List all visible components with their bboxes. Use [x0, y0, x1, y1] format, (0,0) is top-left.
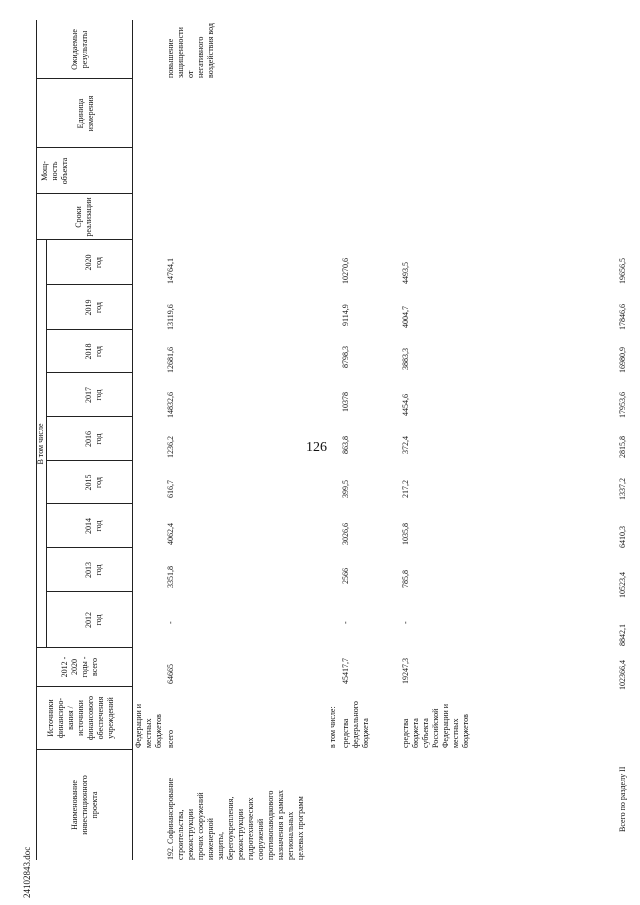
- row-value-2018: 12681,6: [166, 347, 175, 373]
- in-that-number-label: в том числе:: [328, 706, 337, 748]
- header-year-2014: 2014 год: [84, 518, 103, 534]
- row-value-2015: 217,2: [401, 480, 410, 498]
- row-total: 45417,7: [341, 658, 350, 684]
- row-value-2017: 10378: [341, 392, 350, 412]
- row-value-2020: 4493,5: [401, 262, 410, 284]
- footer-filename: 24102843.doc: [22, 846, 32, 898]
- row-value-2019: 9114,9: [341, 304, 350, 326]
- header-year-2018: 2018 год: [84, 343, 103, 360]
- section-total-2016: 2815,8: [618, 436, 627, 458]
- header-capacity: Мощ- ность объекта: [40, 157, 69, 185]
- project-results: повышение защищенности от негативного воздействия вод: [166, 23, 215, 78]
- row-value-2015: 616,7: [166, 480, 175, 498]
- header-year-2020: 2020 год: [84, 254, 103, 271]
- row-value-2019: 13119,6: [166, 304, 175, 330]
- section-total-label: Всего по разделу II: [618, 766, 627, 832]
- section-total-2017: 17953,6: [618, 392, 627, 418]
- row-value-2018: 8798,3: [341, 346, 350, 368]
- header-year-2019: 2019 год: [84, 299, 103, 316]
- header-year-2015: 2015 год: [84, 474, 103, 491]
- row-source: средства бюджета субъекта Российской Федерации и местных бюджетов: [401, 703, 470, 748]
- row-value-2020: 14764,1: [166, 258, 175, 284]
- section-total-2019: 17846,6: [618, 304, 627, 330]
- row-source: всего: [166, 729, 175, 748]
- row-value-2014: 4062,4: [166, 523, 175, 545]
- rotated-table: [36, 20, 640, 860]
- row-value-2012: -: [401, 621, 410, 624]
- header-in-that-number: В том числе: [36, 423, 45, 465]
- subheader-border: [46, 240, 47, 648]
- header-results: Ожидаемые результаты: [70, 29, 89, 70]
- project-name: 192. Софинансирование строительства, реконструкции прочих сооружений инженерной защиты, берегоукрепления, реконструкции гидротехнических сооружений противопаводкового назначения в рамках региональных целевых программ: [166, 777, 305, 860]
- row-value-2016: 1236,2: [166, 436, 175, 458]
- section-total-2014: 6410,3: [618, 526, 627, 548]
- header-year-2012: 2012 год: [84, 612, 103, 628]
- row-value-2014: 1035,8: [401, 523, 410, 545]
- header-sources: Источники финансиро- вания / источники финансового обеспечения учреждений: [46, 696, 115, 740]
- section-total-2020: 19656,5: [618, 258, 627, 284]
- header-year-2013: 2013 год: [84, 562, 103, 578]
- section-total-total: 102366,4: [618, 660, 627, 690]
- row-value-2013: 785,8: [401, 570, 410, 588]
- row-total: 64665: [166, 664, 175, 684]
- section-total-2013: 10523,4: [618, 572, 627, 598]
- header-year-2016: 2016 год: [84, 431, 103, 447]
- row-total: 19247,3: [401, 658, 410, 684]
- row-value-2017: 14832,6: [166, 392, 175, 418]
- row-value-2013: 2566: [341, 568, 350, 584]
- header-year-2017: 2017 год: [84, 387, 103, 403]
- row-value-2014: 3026,6: [341, 523, 350, 545]
- page-number: 126: [306, 440, 327, 455]
- header-bottom-border: [132, 20, 133, 860]
- header-terms: Сроки реализации: [74, 197, 93, 237]
- row-value-2016: 863,8: [341, 436, 350, 454]
- row-value-2013: 3351,8: [166, 566, 175, 588]
- row-value-2018: 3883,3: [401, 348, 410, 370]
- section-total-2018: 16980,9: [618, 347, 627, 373]
- row-value-2015: 399,5: [341, 480, 350, 498]
- carryover-source: Федерации и местных бюджетов: [134, 703, 163, 748]
- row-source: средства федерального бюджета: [341, 701, 370, 748]
- section-total-2012: 8842,1: [618, 624, 627, 646]
- footer: [22, 838, 34, 898]
- section-total-2015: 1337,2: [618, 478, 627, 500]
- row-value-2012: -: [166, 621, 175, 624]
- header-name: Наименование инвестиционного проекта: [70, 775, 99, 835]
- header-unit: Единица измерения: [76, 95, 95, 132]
- row-value-2019: 4004,7: [401, 306, 410, 328]
- row-value-2017: 4454,6: [401, 394, 410, 416]
- header-total: 2012 - 2020 годы - всего: [60, 656, 99, 678]
- row-value-2020: 10270,6: [341, 258, 350, 284]
- row-value-2012: -: [341, 621, 350, 624]
- row-value-2016: 372,4: [401, 436, 410, 454]
